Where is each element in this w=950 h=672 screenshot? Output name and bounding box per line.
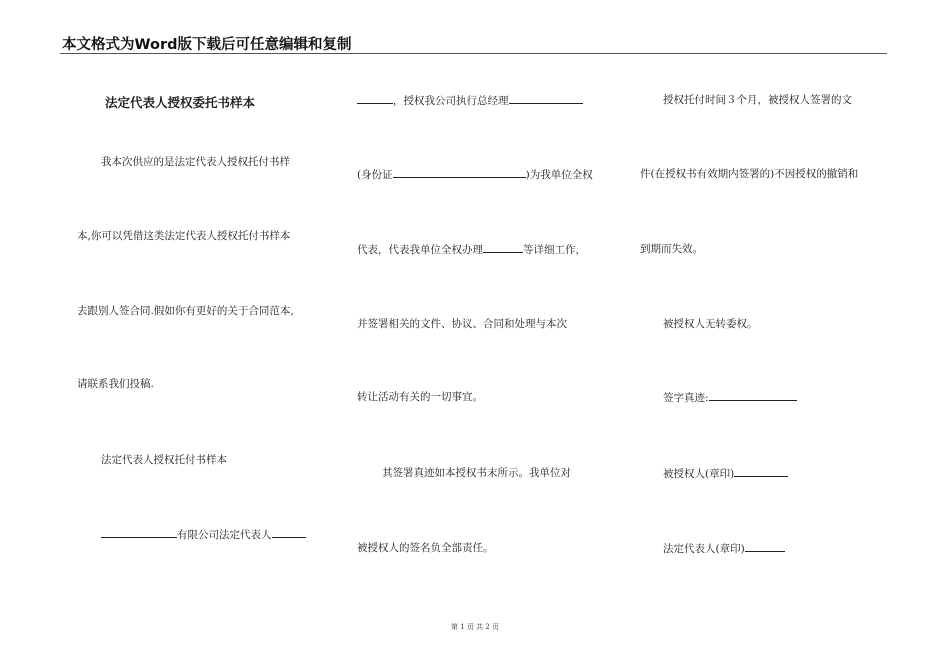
- header-divider: [60, 53, 887, 54]
- signature-blank: [709, 390, 797, 401]
- col2-line-4: 并签署相关的文件、协议、合同和处理与本次: [357, 318, 567, 330]
- company-name-blank: [101, 527, 177, 538]
- col2-line-3a: 代表，代表我单位全权办理: [357, 244, 483, 256]
- col2-line-3b: 等详细工作，: [523, 244, 586, 256]
- header-title: 本文格式为Word版下载后可任意编辑和复制: [62, 37, 352, 53]
- col2-line-1-text: ，授权我公司执行总经理: [393, 95, 509, 107]
- col2-line-1: [357, 93, 583, 108]
- col2-line-2b: )为我单位全权: [525, 169, 593, 181]
- page-footer: 第 1 页 共 2 页: [450, 623, 500, 631]
- col1-line-3: 去跟别人签合同.假如你有更好的关于合同范本,: [77, 305, 294, 317]
- col2-line-7: 被授权人的签名负全部责任。: [357, 542, 494, 554]
- col1-line-2: 本,你可以凭借这类法定代表人授权托付书样本: [77, 230, 291, 242]
- col3-line-4: 被授权人无转委权。: [663, 318, 758, 330]
- col1-line-5: 法定代表人授权托付书样本: [101, 454, 227, 466]
- col2-line-2: [357, 167, 593, 182]
- manager-name-blank: [509, 93, 583, 104]
- col2-line-3: [357, 242, 586, 257]
- col3-line-5: [663, 390, 797, 405]
- col1-line-4: 请联系我们投稿.: [77, 378, 154, 390]
- col3-line-1: 授权托付时间３个月，被授权人签署的文: [663, 94, 852, 106]
- legal-rep-seal-label: 法定代表人(章印): [663, 543, 745, 555]
- grantee-seal-blank: [734, 466, 788, 477]
- col2-line-5: 转让活动有关的一切事宜。: [357, 391, 483, 403]
- col3-line-7: [663, 541, 785, 556]
- matter-blank: [483, 242, 523, 253]
- col1-line-1: 我本次供应的是法定代表人授权托付书样: [101, 156, 290, 168]
- col3-line-3: 到期而失效。: [640, 243, 703, 255]
- legal-rep-name-blank: [272, 527, 306, 538]
- legal-rep-blank-2: [357, 93, 393, 104]
- grantee-seal-label: 被授权人(章印): [663, 468, 735, 480]
- col2-line-6: 其签署真迹如本授权书末所示。我单位对: [382, 467, 571, 479]
- col3-line-2: 件(在授权书有效期内签署的)不因授权的撤销和: [640, 168, 859, 180]
- col1-line-6: [101, 527, 306, 542]
- document-title: 法定代表人授权委托书样本: [105, 95, 256, 110]
- id-number-blank: [393, 167, 526, 178]
- legal-rep-seal-blank: [745, 541, 785, 552]
- col2-line-2a: (身份证: [357, 169, 393, 181]
- col3-line-6: [663, 466, 788, 481]
- signature-label: 签字真迹:: [663, 392, 709, 404]
- col1-line-6-text: 有限公司法定代表人: [177, 529, 272, 541]
